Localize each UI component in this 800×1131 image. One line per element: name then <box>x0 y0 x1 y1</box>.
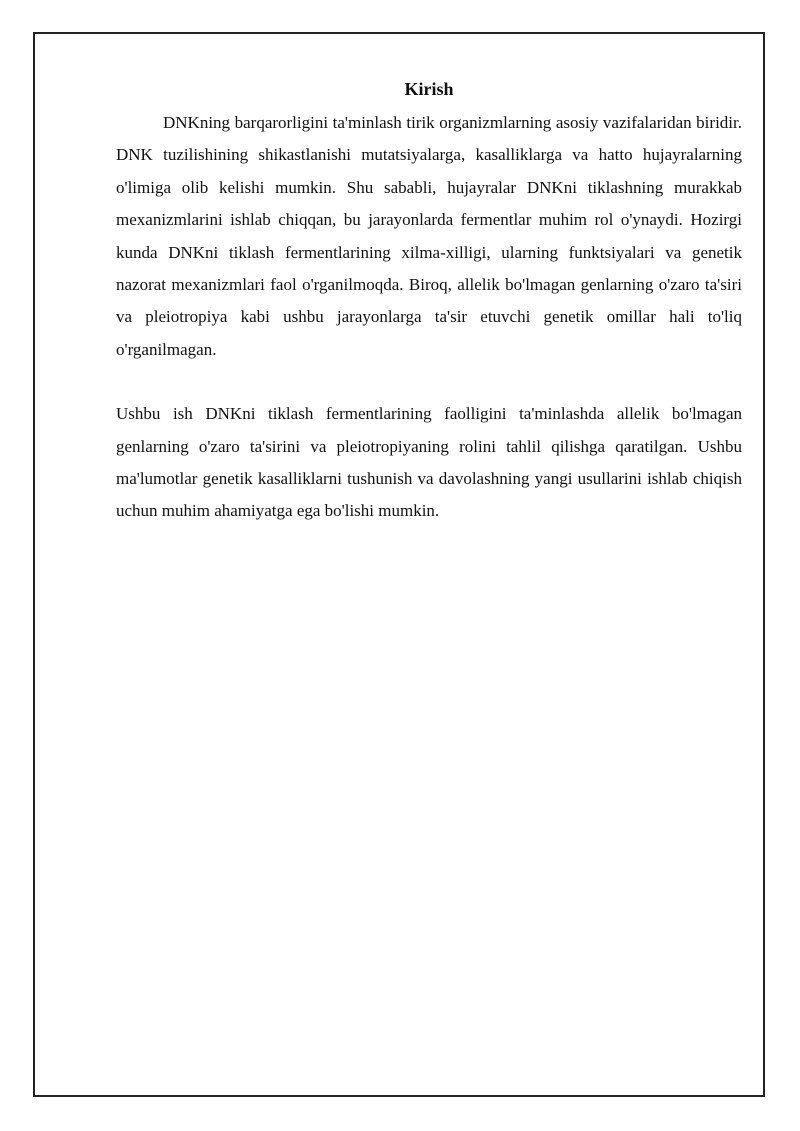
section-heading: Kirish <box>404 79 454 99</box>
document-body <box>116 76 742 528</box>
intro-paragraph: DNKning barqarorligini ta'minlash tirik organizmlarning asosiy vazifalaridan biridir. DNK tuzilishining shikastlanishi mutatsiyalarga, kasalliklarga va hatto hujayralarning o'limiga olib kelishi mumkin. Shu sababli, hujayralar DNKni tiklashning murakkab mexanizmlarini ishlab chiqqan, bu jarayonlarda fermentlar muhim rol o'ynaydi. Hozirgi kunda DNKni tiklash fermentlarining xilma-xilligi, ularning funktsiyalari va genetik nazorat mexanizmlari faol o'rganilmoqda. Biroq, allelik bo'lmagan genlarning o'zaro ta'siri va pleiotropiya kabi ushbu jarayonlarga ta'sir etuvchi genetik omillar hali to'liq o'rganilmagan. <box>116 113 742 359</box>
purpose-paragraph: Ushbu ish DNKni tiklash fermentlarining faolligini ta'minlashda allelik bo'lmagan genlarning o'zaro ta'sirini va pleiotropiyaning rolini tahlil qilishga qaratilgan. Ushbu ma'lumotlar genetik kasalliklarni tushunish va davolashning yangi usullarini ishlab chiqish uchun muhim ahamiyatga ega bo'lishi mumkin. <box>116 404 742 521</box>
paragraph-spacer <box>116 366 742 398</box>
